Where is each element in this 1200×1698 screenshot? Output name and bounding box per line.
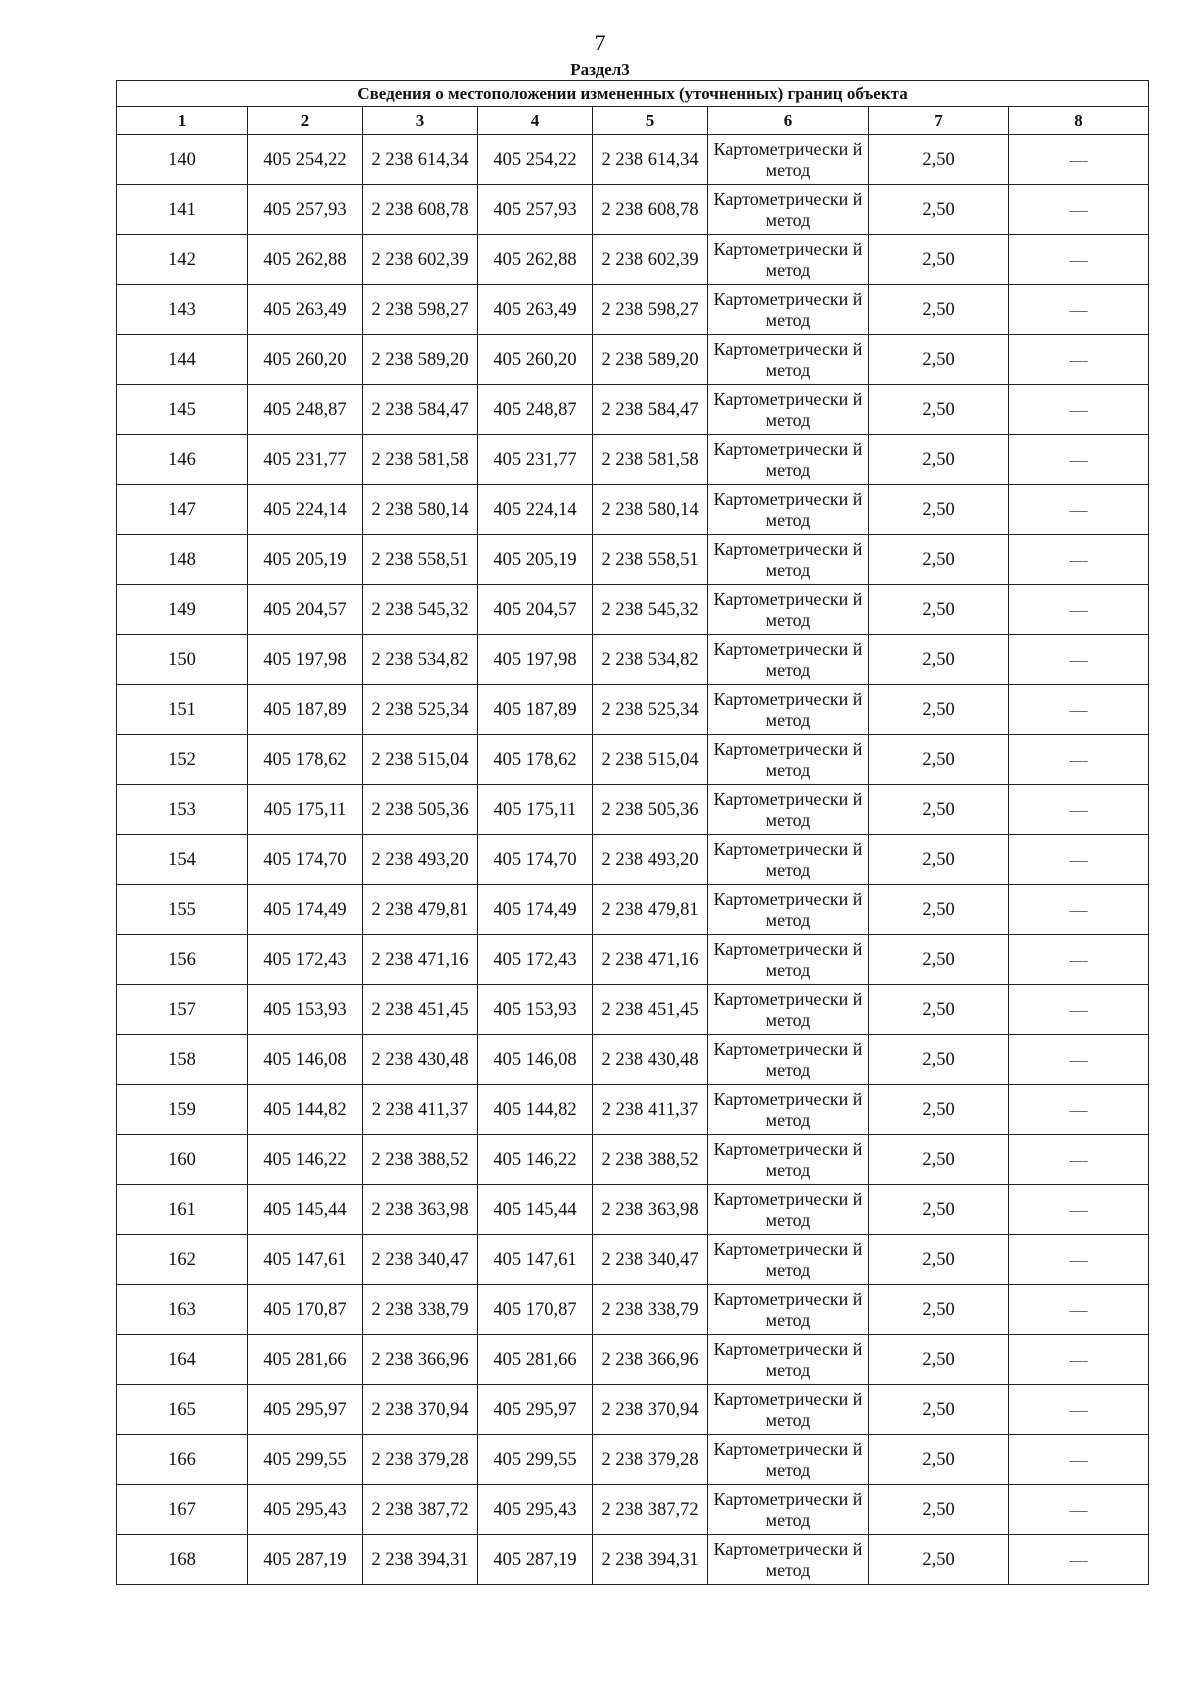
description-cell: — [1009, 185, 1149, 235]
x-existing-cell: 405 281,66 [248, 1335, 363, 1385]
accuracy-cell: 2,50 [869, 535, 1009, 585]
point-number-cell: 147 [117, 485, 248, 535]
table-row [117, 935, 1149, 985]
y-new-cell: 2 238 366,96 [593, 1335, 708, 1385]
description-cell: — [1009, 385, 1149, 435]
method-cell: Картометрически й метод [708, 785, 869, 835]
x-existing-cell: 405 224,14 [248, 485, 363, 535]
column-number: 5 [593, 107, 708, 135]
point-number-cell: 168 [117, 1535, 248, 1585]
x-existing-cell: 405 248,87 [248, 385, 363, 435]
accuracy-cell: 2,50 [869, 1185, 1009, 1235]
description-cell: — [1009, 435, 1149, 485]
method-cell: Картометрически й метод [708, 1085, 869, 1135]
point-number-cell: 143 [117, 285, 248, 335]
description-cell: — [1009, 1485, 1149, 1535]
accuracy-cell: 2,50 [869, 1135, 1009, 1185]
table-row [117, 1035, 1149, 1085]
point-number-cell: 153 [117, 785, 248, 835]
table-row [117, 285, 1149, 335]
accuracy-cell: 2,50 [869, 685, 1009, 735]
y-new-cell: 2 238 379,28 [593, 1435, 708, 1485]
y-existing-cell: 2 238 493,20 [363, 835, 478, 885]
table-row [117, 135, 1149, 185]
method-cell: Картометрически й метод [708, 1285, 869, 1335]
point-number-cell: 158 [117, 1035, 248, 1085]
x-existing-cell: 405 187,89 [248, 685, 363, 735]
accuracy-cell: 2,50 [869, 785, 1009, 835]
x-new-cell: 405 287,19 [478, 1535, 593, 1585]
y-new-cell: 2 238 338,79 [593, 1285, 708, 1335]
description-cell: — [1009, 585, 1149, 635]
method-cell: Картометрически й метод [708, 285, 869, 335]
accuracy-cell: 2,50 [869, 435, 1009, 485]
accuracy-cell: 2,50 [869, 385, 1009, 435]
table-row [117, 385, 1149, 435]
description-cell: — [1009, 635, 1149, 685]
table-row [117, 1135, 1149, 1185]
point-number-cell: 154 [117, 835, 248, 885]
y-existing-cell: 2 238 505,36 [363, 785, 478, 835]
table-row [117, 585, 1149, 635]
y-new-cell: 2 238 387,72 [593, 1485, 708, 1535]
x-new-cell: 405 146,22 [478, 1135, 593, 1185]
x-existing-cell: 405 197,98 [248, 635, 363, 685]
method-cell: Картометрически й метод [708, 835, 869, 885]
x-new-cell: 405 178,62 [478, 735, 593, 785]
description-cell: — [1009, 285, 1149, 335]
y-existing-cell: 2 238 388,52 [363, 1135, 478, 1185]
y-new-cell: 2 238 340,47 [593, 1235, 708, 1285]
x-existing-cell: 405 263,49 [248, 285, 363, 335]
accuracy-cell: 2,50 [869, 935, 1009, 985]
description-cell: — [1009, 885, 1149, 935]
description-cell: — [1009, 735, 1149, 785]
method-cell: Картометрически й метод [708, 735, 869, 785]
method-cell: Картометрически й метод [708, 885, 869, 935]
y-new-cell: 2 238 598,27 [593, 285, 708, 335]
column-number: 2 [248, 107, 363, 135]
point-number-cell: 156 [117, 935, 248, 985]
column-number: 3 [363, 107, 478, 135]
table-row [117, 235, 1149, 285]
x-new-cell: 405 144,82 [478, 1085, 593, 1135]
y-new-cell: 2 238 363,98 [593, 1185, 708, 1235]
table-row [117, 1385, 1149, 1435]
y-existing-cell: 2 238 545,32 [363, 585, 478, 635]
method-cell: Картометрически й метод [708, 1185, 869, 1235]
x-existing-cell: 405 205,19 [248, 535, 363, 585]
method-cell: Картометрически й метод [708, 635, 869, 685]
y-existing-cell: 2 238 534,82 [363, 635, 478, 685]
y-existing-cell: 2 238 411,37 [363, 1085, 478, 1135]
accuracy-cell: 2,50 [869, 485, 1009, 535]
table-row [117, 635, 1149, 685]
point-number-cell: 148 [117, 535, 248, 585]
x-existing-cell: 405 144,82 [248, 1085, 363, 1135]
x-new-cell: 405 172,43 [478, 935, 593, 985]
description-cell: — [1009, 985, 1149, 1035]
y-new-cell: 2 238 493,20 [593, 835, 708, 885]
x-existing-cell: 405 146,08 [248, 1035, 363, 1085]
x-new-cell: 405 224,14 [478, 485, 593, 535]
y-new-cell: 2 238 558,51 [593, 535, 708, 585]
x-existing-cell: 405 204,57 [248, 585, 363, 635]
table-row [117, 535, 1149, 585]
accuracy-cell: 2,50 [869, 1485, 1009, 1535]
table-row [117, 1485, 1149, 1535]
table-row [117, 885, 1149, 935]
description-cell: — [1009, 1385, 1149, 1435]
y-new-cell: 2 238 370,94 [593, 1385, 708, 1435]
column-number: 4 [478, 107, 593, 135]
boundary-coordinates-table [116, 80, 1149, 1585]
y-existing-cell: 2 238 394,31 [363, 1535, 478, 1585]
x-existing-cell: 405 175,11 [248, 785, 363, 835]
y-new-cell: 2 238 584,47 [593, 385, 708, 435]
method-cell: Картометрически й метод [708, 485, 869, 535]
x-existing-cell: 405 172,43 [248, 935, 363, 985]
table-row [117, 1535, 1149, 1585]
y-existing-cell: 2 238 580,14 [363, 485, 478, 535]
description-cell: — [1009, 235, 1149, 285]
x-new-cell: 405 145,44 [478, 1185, 593, 1235]
accuracy-cell: 2,50 [869, 1335, 1009, 1385]
point-number-cell: 164 [117, 1335, 248, 1385]
y-existing-cell: 2 238 614,34 [363, 135, 478, 185]
y-existing-cell: 2 238 584,47 [363, 385, 478, 435]
method-cell: Картометрически й метод [708, 1385, 869, 1435]
accuracy-cell: 2,50 [869, 885, 1009, 935]
y-new-cell: 2 238 430,48 [593, 1035, 708, 1085]
x-new-cell: 405 174,70 [478, 835, 593, 885]
x-new-cell: 405 248,87 [478, 385, 593, 435]
method-cell: Картометрически й метод [708, 685, 869, 735]
description-cell: — [1009, 335, 1149, 385]
description-cell: — [1009, 1335, 1149, 1385]
point-number-cell: 151 [117, 685, 248, 735]
table-row [117, 685, 1149, 735]
point-number-cell: 159 [117, 1085, 248, 1135]
description-cell: — [1009, 785, 1149, 835]
y-existing-cell: 2 238 379,28 [363, 1435, 478, 1485]
description-cell: — [1009, 535, 1149, 585]
method-cell: Картометрически й метод [708, 1235, 869, 1285]
point-number-cell: 150 [117, 635, 248, 685]
method-cell: Картометрически й метод [708, 1485, 869, 1535]
x-new-cell: 405 187,89 [478, 685, 593, 735]
y-new-cell: 2 238 505,36 [593, 785, 708, 835]
y-new-cell: 2 238 451,45 [593, 985, 708, 1035]
method-cell: Картометрически й метод [708, 335, 869, 385]
y-existing-cell: 2 238 602,39 [363, 235, 478, 285]
y-existing-cell: 2 238 598,27 [363, 285, 478, 335]
x-existing-cell: 405 153,93 [248, 985, 363, 1035]
point-number-cell: 141 [117, 185, 248, 235]
x-new-cell: 405 231,77 [478, 435, 593, 485]
description-cell: — [1009, 935, 1149, 985]
description-cell: — [1009, 685, 1149, 735]
description-cell: — [1009, 1285, 1149, 1335]
table-row [117, 735, 1149, 785]
x-existing-cell: 405 147,61 [248, 1235, 363, 1285]
accuracy-cell: 2,50 [869, 1385, 1009, 1435]
x-existing-cell: 405 170,87 [248, 1285, 363, 1335]
description-cell: — [1009, 1135, 1149, 1185]
y-existing-cell: 2 238 558,51 [363, 535, 478, 585]
description-cell: — [1009, 485, 1149, 535]
y-existing-cell: 2 238 340,47 [363, 1235, 478, 1285]
accuracy-cell: 2,50 [869, 1285, 1009, 1335]
y-new-cell: 2 238 534,82 [593, 635, 708, 685]
x-new-cell: 405 257,93 [478, 185, 593, 235]
description-cell: — [1009, 1035, 1149, 1085]
x-new-cell: 405 263,49 [478, 285, 593, 335]
y-new-cell: 2 238 525,34 [593, 685, 708, 735]
table-caption-row [117, 81, 1149, 107]
accuracy-cell: 2,50 [869, 835, 1009, 885]
method-cell: Картометрически й метод [708, 1535, 869, 1585]
y-new-cell: 2 238 589,20 [593, 335, 708, 385]
x-existing-cell: 405 299,55 [248, 1435, 363, 1485]
y-new-cell: 2 238 479,81 [593, 885, 708, 935]
table-row [117, 335, 1149, 385]
y-existing-cell: 2 238 581,58 [363, 435, 478, 485]
method-cell: Картометрически й метод [708, 135, 869, 185]
column-number: 1 [117, 107, 248, 135]
accuracy-cell: 2,50 [869, 1535, 1009, 1585]
point-number-cell: 144 [117, 335, 248, 385]
table-row [117, 1235, 1149, 1285]
table-body [117, 135, 1149, 1585]
table-row [117, 185, 1149, 235]
x-existing-cell: 405 262,88 [248, 235, 363, 285]
x-new-cell: 405 281,66 [478, 1335, 593, 1385]
point-number-cell: 161 [117, 1185, 248, 1235]
method-cell: Картометрически й метод [708, 585, 869, 635]
x-existing-cell: 405 145,44 [248, 1185, 363, 1235]
point-number-cell: 160 [117, 1135, 248, 1185]
method-cell: Картометрически й метод [708, 435, 869, 485]
method-cell: Картометрически й метод [708, 1035, 869, 1085]
method-cell: Картометрически й метод [708, 935, 869, 985]
method-cell: Картометрически й метод [708, 185, 869, 235]
description-cell: — [1009, 835, 1149, 885]
point-number-cell: 165 [117, 1385, 248, 1435]
method-cell: Картометрически й метод [708, 985, 869, 1035]
accuracy-cell: 2,50 [869, 135, 1009, 185]
point-number-cell: 140 [117, 135, 248, 185]
y-new-cell: 2 238 608,78 [593, 185, 708, 235]
point-number-cell: 142 [117, 235, 248, 285]
table-row [117, 1185, 1149, 1235]
description-cell: — [1009, 1435, 1149, 1485]
x-existing-cell: 405 287,19 [248, 1535, 363, 1585]
y-existing-cell: 2 238 363,98 [363, 1185, 478, 1235]
table-row [117, 485, 1149, 535]
table-row [117, 785, 1149, 835]
y-existing-cell: 2 238 387,72 [363, 1485, 478, 1535]
point-number-cell: 162 [117, 1235, 248, 1285]
x-existing-cell: 405 174,49 [248, 885, 363, 935]
y-existing-cell: 2 238 525,34 [363, 685, 478, 735]
y-new-cell: 2 238 394,31 [593, 1535, 708, 1585]
point-number-cell: 146 [117, 435, 248, 485]
accuracy-cell: 2,50 [869, 1435, 1009, 1485]
column-number: 7 [869, 107, 1009, 135]
x-new-cell: 405 204,57 [478, 585, 593, 635]
y-existing-cell: 2 238 589,20 [363, 335, 478, 385]
table-row [117, 1285, 1149, 1335]
accuracy-cell: 2,50 [869, 1235, 1009, 1285]
y-existing-cell: 2 238 366,96 [363, 1335, 478, 1385]
x-existing-cell: 405 257,93 [248, 185, 363, 235]
section-title: Раздел3 [570, 60, 630, 79]
x-existing-cell: 405 295,97 [248, 1385, 363, 1435]
x-new-cell: 405 170,87 [478, 1285, 593, 1335]
accuracy-cell: 2,50 [869, 735, 1009, 785]
point-number-cell: 152 [117, 735, 248, 785]
point-number-cell: 145 [117, 385, 248, 435]
y-new-cell: 2 238 515,04 [593, 735, 708, 785]
y-existing-cell: 2 238 430,48 [363, 1035, 478, 1085]
y-existing-cell: 2 238 338,79 [363, 1285, 478, 1335]
y-new-cell: 2 238 388,52 [593, 1135, 708, 1185]
y-existing-cell: 2 238 471,16 [363, 935, 478, 985]
column-number-row [117, 107, 1149, 135]
x-new-cell: 405 147,61 [478, 1235, 593, 1285]
accuracy-cell: 2,50 [869, 285, 1009, 335]
x-existing-cell: 405 295,43 [248, 1485, 363, 1535]
table-row [117, 1335, 1149, 1385]
x-existing-cell: 405 254,22 [248, 135, 363, 185]
point-number-cell: 149 [117, 585, 248, 635]
x-existing-cell: 405 260,20 [248, 335, 363, 385]
y-existing-cell: 2 238 479,81 [363, 885, 478, 935]
method-cell: Картометрически й метод [708, 535, 869, 585]
description-cell: — [1009, 135, 1149, 185]
y-new-cell: 2 238 602,39 [593, 235, 708, 285]
x-new-cell: 405 299,55 [478, 1435, 593, 1485]
y-new-cell: 2 238 545,32 [593, 585, 708, 635]
accuracy-cell: 2,50 [869, 635, 1009, 685]
table-row [117, 985, 1149, 1035]
description-cell: — [1009, 1235, 1149, 1285]
x-new-cell: 405 295,97 [478, 1385, 593, 1435]
method-cell: Картометрически й метод [708, 1435, 869, 1485]
method-cell: Картометрически й метод [708, 1135, 869, 1185]
y-new-cell: 2 238 614,34 [593, 135, 708, 185]
column-number: 6 [708, 107, 869, 135]
point-number-cell: 157 [117, 985, 248, 1035]
x-existing-cell: 405 146,22 [248, 1135, 363, 1185]
y-existing-cell: 2 238 451,45 [363, 985, 478, 1035]
x-new-cell: 405 205,19 [478, 535, 593, 585]
x-existing-cell: 405 231,77 [248, 435, 363, 485]
table-row [117, 835, 1149, 885]
accuracy-cell: 2,50 [869, 1085, 1009, 1135]
y-existing-cell: 2 238 515,04 [363, 735, 478, 785]
accuracy-cell: 2,50 [869, 185, 1009, 235]
accuracy-cell: 2,50 [869, 1035, 1009, 1085]
accuracy-cell: 2,50 [869, 585, 1009, 635]
method-cell: Картометрически й метод [708, 1335, 869, 1385]
y-new-cell: 2 238 580,14 [593, 485, 708, 535]
page-number: 7 [594, 30, 606, 55]
y-new-cell: 2 238 581,58 [593, 435, 708, 485]
accuracy-cell: 2,50 [869, 235, 1009, 285]
description-cell: — [1009, 1535, 1149, 1585]
x-new-cell: 405 295,43 [478, 1485, 593, 1535]
y-existing-cell: 2 238 608,78 [363, 185, 478, 235]
x-existing-cell: 405 174,70 [248, 835, 363, 885]
y-new-cell: 2 238 471,16 [593, 935, 708, 985]
point-number-cell: 167 [117, 1485, 248, 1535]
point-number-cell: 166 [117, 1435, 248, 1485]
x-new-cell: 405 254,22 [478, 135, 593, 185]
x-new-cell: 405 153,93 [478, 985, 593, 1035]
x-new-cell: 405 262,88 [478, 235, 593, 285]
table-caption: Сведения о местоположении измененных (уточненных) границ объекта [117, 81, 1149, 107]
method-cell: Картометрически й метод [708, 235, 869, 285]
x-new-cell: 405 197,98 [478, 635, 593, 685]
x-new-cell: 405 175,11 [478, 785, 593, 835]
description-cell: — [1009, 1085, 1149, 1135]
method-cell: Картометрически й метод [708, 385, 869, 435]
x-existing-cell: 405 178,62 [248, 735, 363, 785]
point-number-cell: 155 [117, 885, 248, 935]
x-new-cell: 405 260,20 [478, 335, 593, 385]
column-number: 8 [1009, 107, 1149, 135]
accuracy-cell: 2,50 [869, 335, 1009, 385]
y-new-cell: 2 238 411,37 [593, 1085, 708, 1135]
point-number-cell: 163 [117, 1285, 248, 1335]
table-row [117, 1085, 1149, 1135]
description-cell: — [1009, 1185, 1149, 1235]
table-row [117, 1435, 1149, 1485]
table-row [117, 435, 1149, 485]
y-existing-cell: 2 238 370,94 [363, 1385, 478, 1435]
x-new-cell: 405 146,08 [478, 1035, 593, 1085]
accuracy-cell: 2,50 [869, 985, 1009, 1035]
x-new-cell: 405 174,49 [478, 885, 593, 935]
